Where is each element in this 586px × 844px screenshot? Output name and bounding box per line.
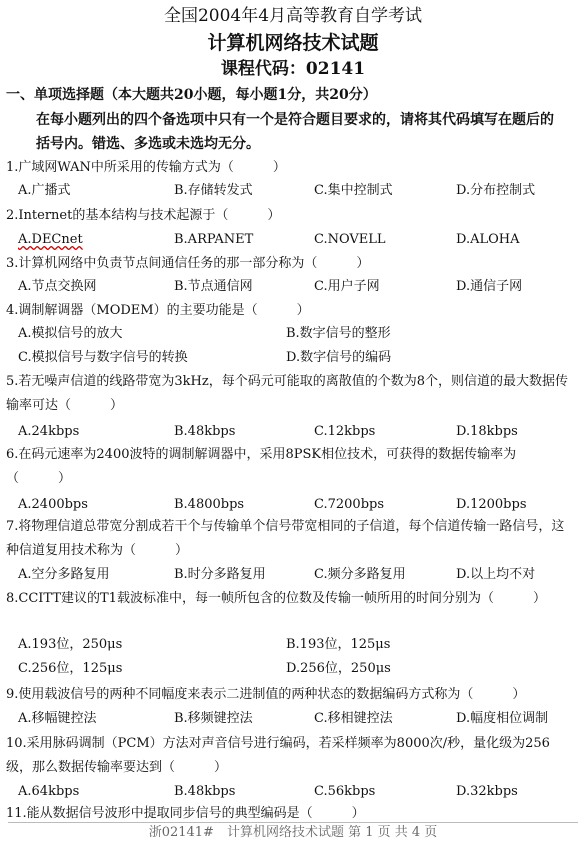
section-instructions: 在每小题列出的四个备选项中只有一个是符合题目要求的，请将其代码填写在题后的括号内。错选、多选或未选均无分。	[36, 112, 554, 152]
option-a: A.空分多路复用	[18, 567, 110, 582]
question-4: 4.调制解调器（MODEM）的主要功能是（ ）	[6, 303, 310, 318]
option-c: C.NOVELL	[314, 232, 386, 247]
option-a: A.2400bps	[18, 497, 88, 512]
question-10: 10.采用脉码调制（PCM）方法对声音信号进行编码，若采样频率为8000次/秒，量化级为256级，那么数据传输率要达到（ ）	[6, 736, 550, 775]
question-4-options-row2	[18, 347, 578, 369]
option-b: B.节点通信网	[174, 279, 253, 294]
option-c: C.56kbps	[314, 784, 376, 799]
question-2: 2.Internet的基本结构与技术起源于（ ）	[6, 208, 281, 223]
option-b: B.193位，125μs	[286, 637, 391, 652]
question-11: 11.能从数据信号波形中提取同步信号的典型编码是（ ）	[6, 806, 365, 821]
page-footer: 浙02141# 计算机网络技术试题 第 1 页 共 4 页	[148, 825, 438, 840]
option-d: D.32kbps	[456, 784, 518, 799]
option-b: B.ARPANET	[174, 232, 254, 247]
question-1-options	[18, 180, 578, 202]
option-b: B.数字信号的整形	[286, 326, 391, 341]
course-code: 课程代码：02141	[220, 59, 366, 79]
question-9: 9.使用载波信号的两种不同幅度来表示二进制值的两种状态的数据编码方式称为（ ）	[6, 687, 526, 702]
section-heading: 一、单项选择题（本大题共20小题，每小题1分，共20分）	[6, 87, 377, 103]
question-7-options	[18, 564, 578, 586]
option-c: C.频分多路复用	[314, 567, 406, 582]
question-4-options-row1	[18, 323, 578, 345]
option-a: A.模拟信号的放大	[18, 326, 123, 341]
option-c: C.12kbps	[314, 424, 376, 439]
question-8-options-row2	[18, 658, 578, 680]
option-c: C.用户子网	[314, 279, 380, 294]
option-d: D.分布控制式	[456, 183, 536, 198]
option-c: C.集中控制式	[314, 183, 393, 198]
question-9-options	[18, 708, 578, 730]
question-7: 7.将物理信道总带宽分割成若干个与传输单个信号带宽相同的子信道，每个信道传输一路信号，这种信道复用技术称为（ ）	[6, 519, 565, 558]
option-c: C.模拟信号与数字信号的转换	[18, 350, 188, 365]
option-a: A.DECnet	[18, 232, 83, 247]
option-d: D.幅度相位调制	[456, 711, 549, 726]
option-a: A.节点交换网	[18, 279, 97, 294]
option-d: D.数字信号的编码	[286, 350, 392, 365]
option-a: A.24kbps	[18, 424, 80, 439]
question-8-options-row1	[18, 634, 578, 656]
option-d: D.通信子网	[456, 279, 523, 294]
option-a: A.广播式	[18, 183, 71, 198]
footer-divider	[8, 822, 578, 823]
option-b: B.移频键控法	[174, 711, 253, 726]
question-10-options	[18, 781, 578, 803]
option-d: D.ALOHA	[456, 232, 520, 247]
option-a: A.64kbps	[18, 784, 80, 799]
option-c: C.移相键控法	[314, 711, 393, 726]
option-d: D.1200bps	[456, 497, 527, 512]
exam-header: 全国2004年4月高等教育自学考试	[163, 6, 423, 26]
option-d: D.18kbps	[456, 424, 518, 439]
option-c: C.256位，125μs	[18, 661, 123, 676]
option-a: A.移幅键控法	[18, 711, 97, 726]
question-2-options	[18, 229, 578, 251]
option-d: D.以上均不对	[456, 567, 536, 582]
question-8: 8.CCITT建议的T1载波标准中，每一帧所包含的位数及传输一帧所用的时间分别为（ ）	[6, 591, 546, 606]
question-6-options	[18, 494, 578, 516]
question-5: 5.若无噪声信道的线路带宽为3kHz，每个码元可能取的离散值的个数为8个，则信道的最大数据传输率可达（ ）	[6, 374, 569, 413]
option-b: B.48kbps	[174, 784, 236, 799]
question-5-options	[18, 421, 578, 443]
option-c: C.7200bps	[314, 497, 385, 512]
option-b: B.48kbps	[174, 424, 236, 439]
exam-title: 计算机网络技术试题	[207, 32, 379, 54]
option-b: B.时分多路复用	[174, 567, 266, 582]
option-b: B.4800bps	[174, 497, 245, 512]
question-3: 3.计算机网络中负责节点间通信任务的那一部分称为（ ）	[6, 256, 370, 271]
question-3-options	[18, 276, 578, 298]
option-a: A.193位，250μs	[18, 637, 123, 652]
option-b: B.存储转发式	[174, 183, 253, 198]
question-1: 1.广域网WAN中所采用的传输方式为（ ）	[6, 160, 286, 175]
option-d: D.256位，250μs	[286, 661, 391, 676]
question-6: 6.在码元速率为2400波特的调制解调器中，采用8PSK相位技术，可获得的数据传输率为（ ）	[6, 447, 517, 486]
